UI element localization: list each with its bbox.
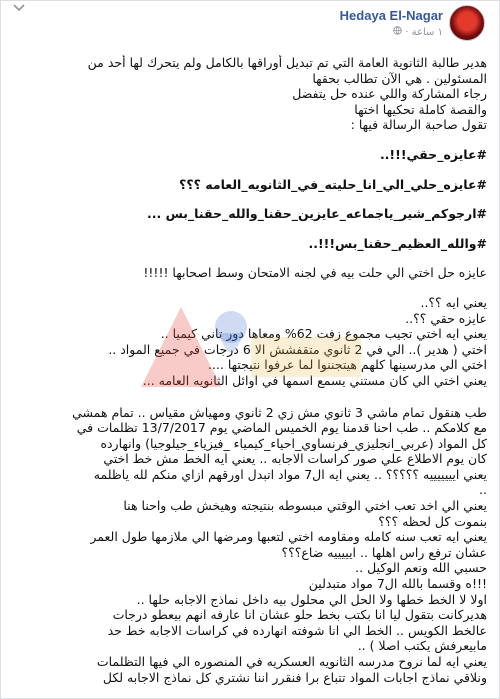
intro-line: والقصة كاملة تحكيها اختها [354, 101, 487, 117]
globe-icon [393, 26, 402, 38]
dialog-line: اختي الي مدرسينها كلهم هيتجننوا لما عرفوا نتيجتها .... [207, 357, 487, 373]
dialog-line: يعني ايه ؟؟.. [420, 294, 487, 310]
story-line: .. [479, 482, 487, 498]
story-line: يعني الي اخد تعب اختي الوقتي مبسوطه بنتيجته وهيخش طب واحنا هنا [123, 498, 487, 514]
author-avatar[interactable] [449, 5, 485, 41]
hashtag[interactable]: #ارجوكم_شير_ياجماعه_عايزين_حقنا_والله_حقنا_بس ... [146, 206, 487, 222]
hashtag[interactable]: #عايزه_حلي_الي_انا_حليته_في_الثانويه_العامه ؟؟؟ [179, 176, 487, 192]
story-line: عالخط الكويس .. الخط الي انا شوفته انهارده في كراسات الاجابه خط حد [107, 622, 487, 638]
story-line: يعني ايه لما نروح مدرسه الثانويه العسكريه في المنصوره الي فيها التظلمات [96, 654, 487, 669]
post-header [1, 1, 499, 47]
author-name[interactable]: Hedaya El-Nagar [339, 8, 443, 23]
story-line: كان يوم الاطلاع علي صور كراسات الاجابه .. يعني ايه الخط مش خط اختي [103, 451, 487, 467]
story-line: كل المواد (عربي_انجليزي_فرنساوي_احياء_كيمياء _فيزياء_جيلوجيا) وانهارده [100, 435, 487, 451]
dialog-line: يعني اختي الي كان مستني يسمع اسمها في اوائل الثانويه العامه ... [142, 372, 487, 388]
story-line: بنموت كل لحظه ؟؟؟ [378, 513, 487, 529]
post-time[interactable]: ١ ساعة · [405, 27, 443, 38]
lead-line: عايزه حل اختي الي حلت بيه في لجنه الامتحان وسط اصحابها !!!!! [143, 265, 487, 281]
story-line: يعني ايييييييه ؟؟؟؟؟ .. يعني ايه ال7 مواد اتبدل اورقهم ازاي منكم لله ياظلمه [93, 466, 487, 482]
hashtag[interactable]: #عايزه_حقي!!!.. [379, 146, 487, 162]
story-line: مابيعرفش يكتب اصلا ) .. [357, 638, 487, 654]
dialog-line: يعني ايه اختي تجيب مجموع زفت 62% ومعاها دور تاني كيميا .. [160, 326, 487, 342]
dialog-line: اختي ( هدير ).. الي في 2 ثانوي متقفشش الا 6 درجات في جميع المواد .. [108, 341, 487, 357]
story-line: عشان ترفع راس اهلها .. ايييييه ضاع؟؟؟ [281, 544, 487, 560]
story-line: حسبي الله ونعم الوكيل .. [355, 560, 487, 576]
dialog-line: عايزه حقي ؟؟.. [405, 310, 487, 326]
post-meta [390, 26, 443, 38]
story-line: هديركانت بتقول ليا انا بكتب بخط حلو عشان انا عارفه انهم بيعطو درجات [112, 607, 487, 623]
post-body [13, 47, 487, 698]
story-line: يعني ايه تعب سنه كامله ومقاومه اختي لتعبها ومرضها الي ملازمها طول العمر [90, 529, 487, 545]
intro-line: هدير طالبة الثانوية العامة التي تم تبديل أوراقها بالكامل ولم يتحرك لها أحد من [87, 55, 487, 70]
story-line: اولا لا الخط خطها ولا الحل الي محلول بيه داخل نماذج الاجابه حلها .. [136, 591, 487, 607]
hashtag[interactable]: #والله_العظيم_حقنا_بس!!!.. [308, 235, 487, 251]
intro-line: المسئولين . هي الآن تطالب بحقها [312, 70, 487, 86]
intro-line: تقول صاحبة الرسالة فيها : [350, 117, 487, 133]
intro-line: رجاء المشاركة واللي عنده حل يتفضل [292, 86, 487, 102]
story-line: ونلاقي نماذج اجابات المواد تتباع برا فنقرر اننا نشتري كل نماذج الاجابه لكل [102, 669, 487, 685]
story-line: مع كلامكم .. طب احنا قدمنا يوم الخميس الماضي يوم 13/7/2017 تظلمات في [76, 420, 487, 436]
story-line: طب هنقول تمام ماشي 3 ثانوي مش زي 2 ثانوي ومهياش مقياس .. تمام همشي [72, 404, 487, 420]
chevron-down-icon[interactable] [13, 3, 29, 13]
story-line: !!!ه وقسما بالله ال7 مواد متبدلين [308, 576, 487, 592]
